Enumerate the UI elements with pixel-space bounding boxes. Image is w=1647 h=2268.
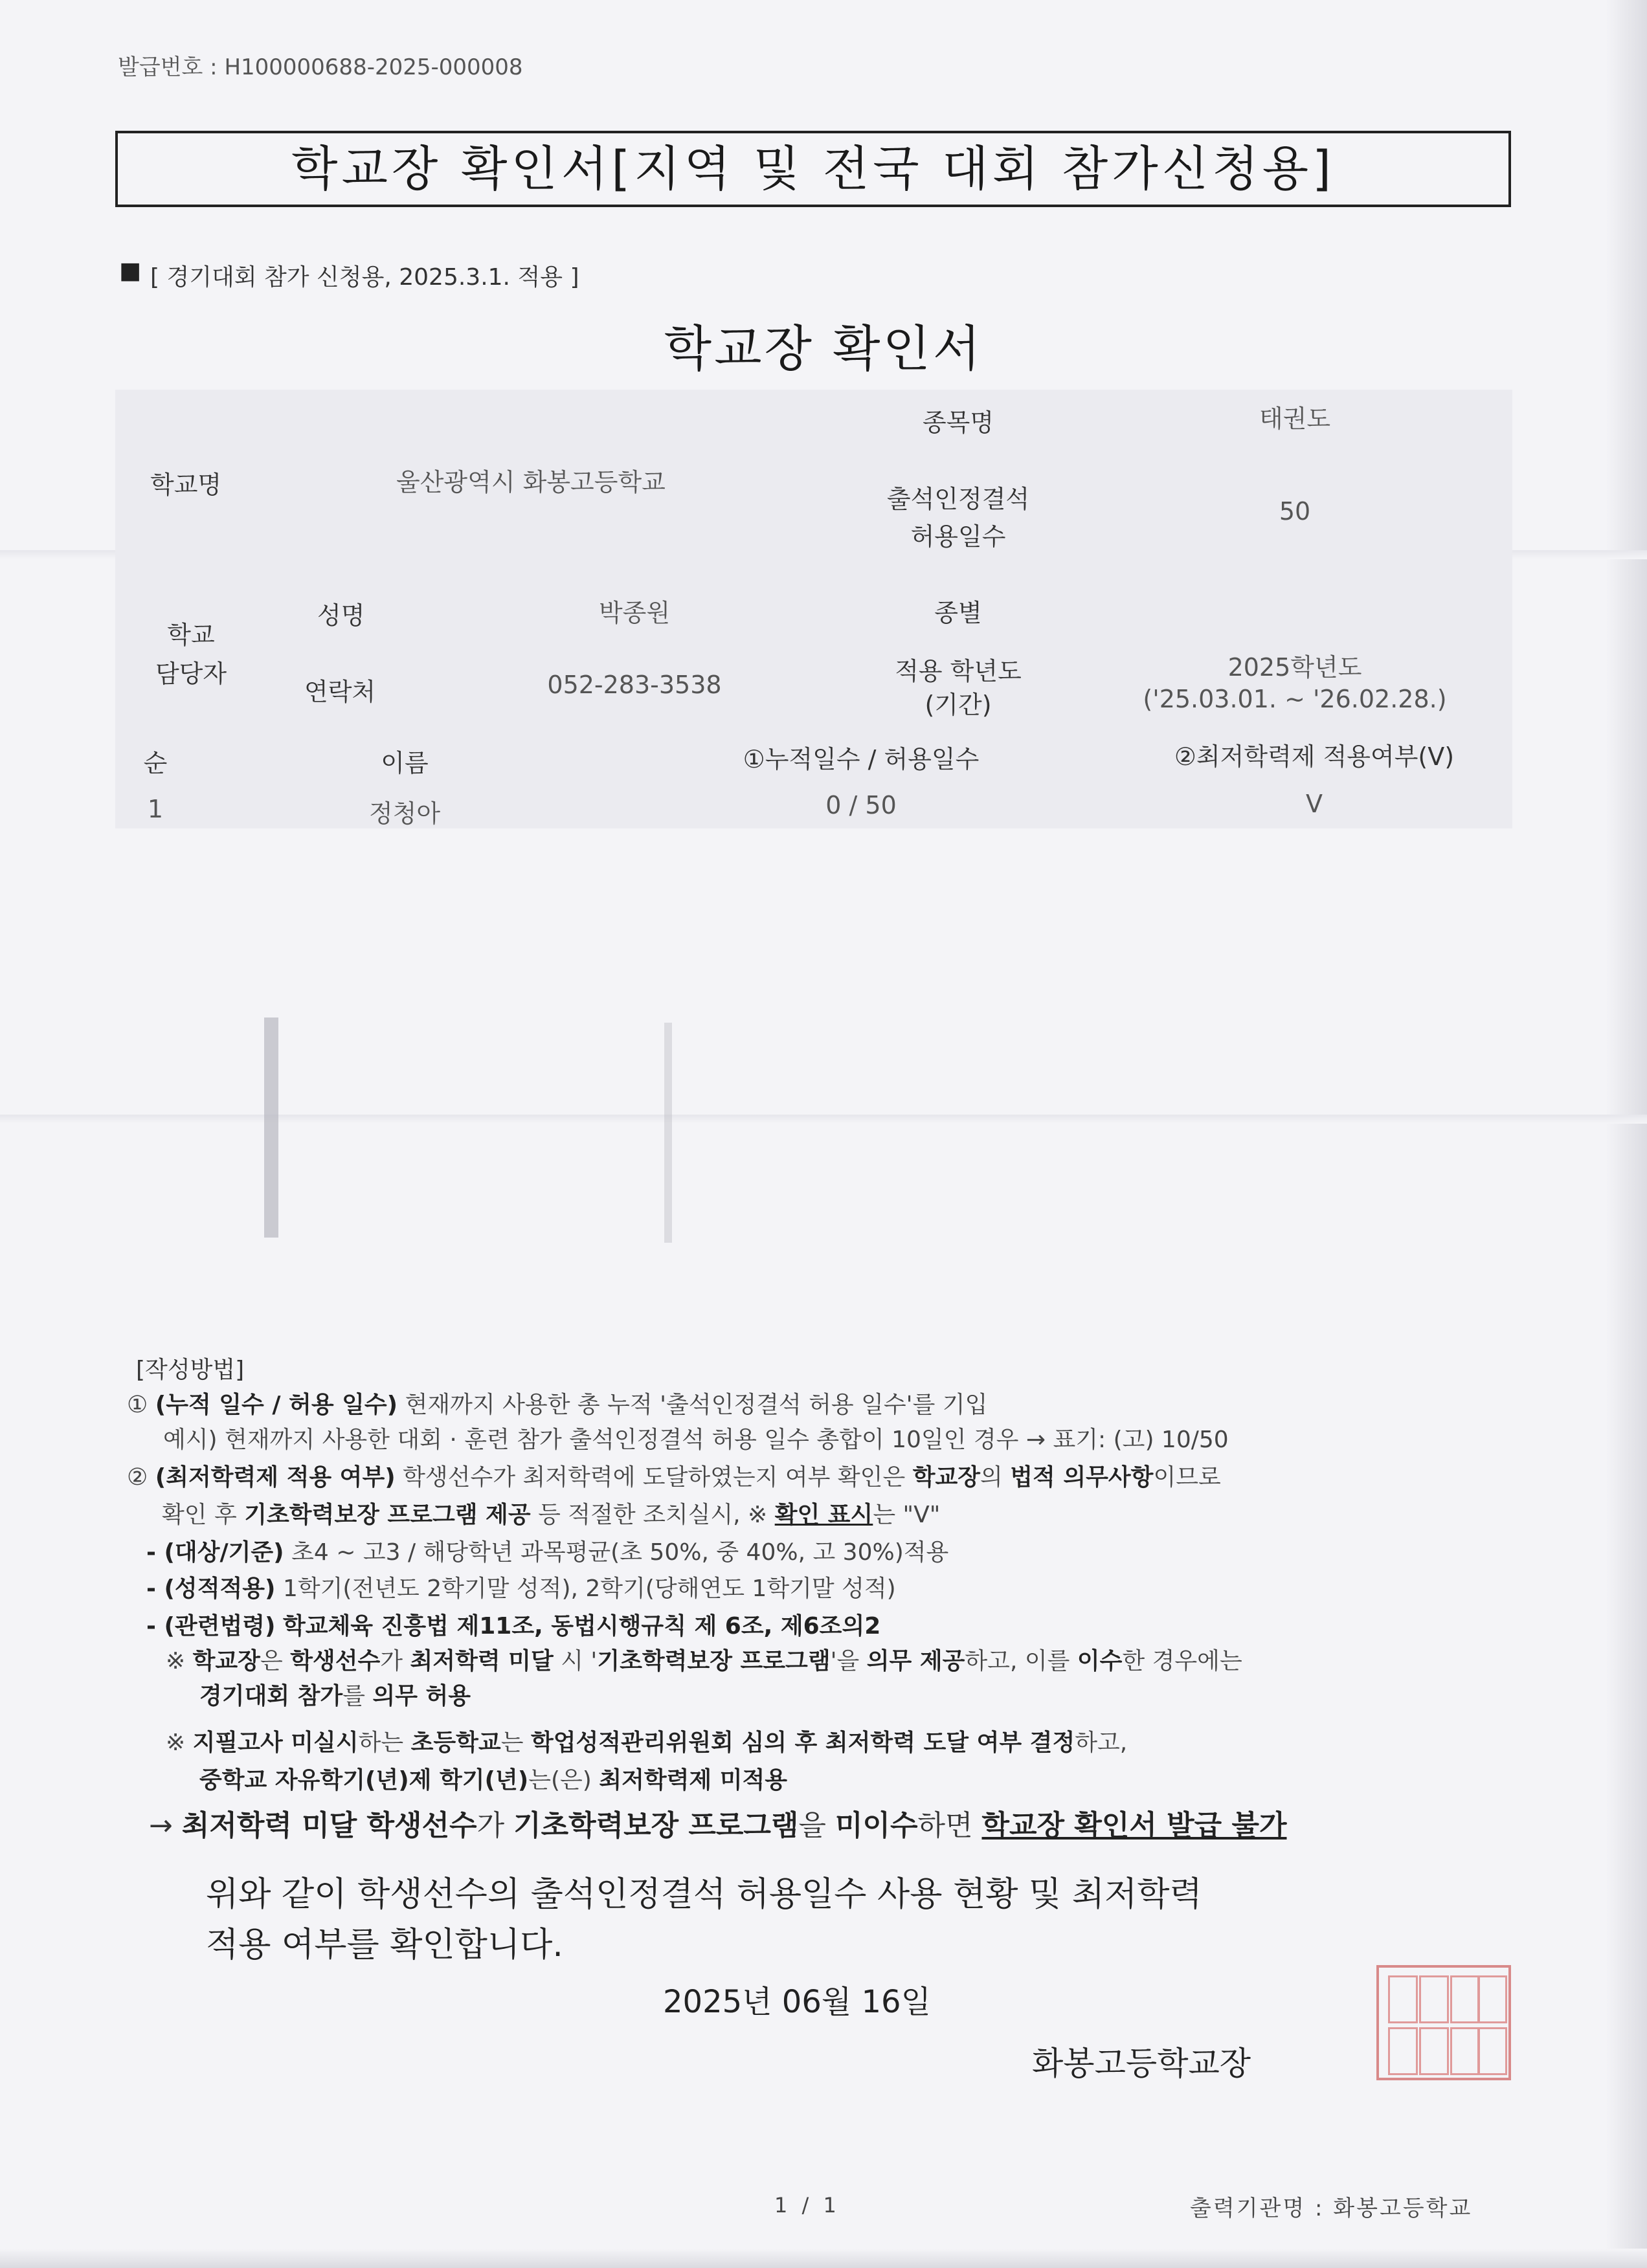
issue-date: 2025년 06월 16일 bbox=[663, 1984, 931, 2020]
header-title: 학교장 확인서[지역 및 전국 대회 참가신청용] bbox=[291, 141, 1336, 197]
header-title-box bbox=[115, 131, 1511, 207]
scan-streak bbox=[664, 1023, 672, 1243]
phone-value: 052-283-3538 bbox=[547, 671, 722, 699]
table-cell-name: 정청아 bbox=[368, 799, 441, 828]
event-value: 태권도 bbox=[1259, 405, 1331, 433]
phone-label: 연락처 bbox=[304, 678, 376, 706]
paper-bottom-shadow bbox=[0, 2249, 1647, 2268]
confirmation-text-2: 적용 여부를 확인합니다. bbox=[206, 1926, 563, 1964]
instruction-line-11: 중학교 자유학기(년)제 학기(년)는(은) 최저학력제 미적용 bbox=[199, 1767, 788, 1794]
square-bullet-icon: ■ bbox=[119, 258, 142, 284]
allowed-days-label-2: 허용일수 bbox=[910, 522, 1006, 551]
issue-number: 발급번호 : H100000688-2025-000008 bbox=[118, 54, 523, 80]
instruction-line-3: ② (최저학력제 적용 여부) 학생선수가 최저학력에 도달하였는지 여부 확인은 학교장의 법적 의무사항이므로 bbox=[127, 1464, 1221, 1491]
year-value-1: 2025학년도 bbox=[1227, 653, 1362, 682]
instruction-line-8: ※ 학교장은 학생선수가 최저학력 미달 시 '기초학력보장 프로그램'을 의무 제공하고, 이를 이수한 경우에는 bbox=[166, 1648, 1242, 1674]
contact-label-2: 담당자 bbox=[155, 660, 227, 688]
name-value: 박종원 bbox=[598, 599, 671, 627]
allowed-days-value: 50 bbox=[1279, 497, 1311, 526]
year-label-2: (기간) bbox=[924, 691, 992, 719]
table-row: 1 bbox=[147, 795, 164, 823]
instruction-line-9: 경기대회 참가를 의무 허용 bbox=[199, 1683, 471, 1709]
print-organization: 출력기관명 : 화봉고등학교 bbox=[1190, 2196, 1473, 2221]
fold-line bbox=[0, 1115, 1647, 1124]
school-value: 울산광역시 화봉고등학교 bbox=[396, 468, 666, 496]
instruction-line-10: ※ 지필고사 미실시하는 초등학교는 학업성적관리위원회 심의 후 최저학력 도달 여부 결정하고, bbox=[166, 1729, 1128, 1756]
instruction-line-12: → 최저학력 미달 학생선수가 기초학력보장 프로그램을 미이수하면 학교장 확인서 발급 불가 bbox=[149, 1809, 1287, 1842]
type-label: 종별 bbox=[934, 599, 982, 627]
table-cell-days: 0 / 50 bbox=[825, 791, 897, 819]
instructions-heading: [작성방법] bbox=[136, 1357, 245, 1383]
document-title: 학교장 확인서 bbox=[664, 320, 983, 377]
year-value-2: ('25.03.01. ~ '26.02.28.) bbox=[1143, 685, 1447, 713]
instruction-line-4: 확인 후 기초학력보장 프로그램 제공 등 적절한 조치실시, ※ 확인 표시는 "V" bbox=[162, 1502, 941, 1528]
instruction-line-1: ① (누적 일수 / 허용 일수) 현재까지 사용한 총 누적 '출석인정결석 허용 일수'를 기입 bbox=[127, 1392, 988, 1418]
instruction-line-2: 예시) 현재까지 사용한 대회 · 훈련 참가 출석인정결석 허용 일수 총합이 10일인 경우 → 표기: (고) 10/50 bbox=[163, 1427, 1229, 1453]
page-number: 1 / 1 bbox=[774, 2193, 840, 2218]
instruction-line-7: - (관련법령) 학교체육 진흥법 제11조, 동법시행규칙 제 6조, 제6조의2 bbox=[146, 1613, 881, 1640]
school-label: 학교명 bbox=[150, 471, 222, 499]
table-header-minimum: ②최저학력제 적용여부(V) bbox=[1174, 742, 1455, 771]
event-label: 종목명 bbox=[922, 408, 994, 437]
scan-streak bbox=[264, 1017, 278, 1238]
allowed-days-label-1: 출석인정결석 bbox=[886, 485, 1030, 513]
table-cell-minimum: V bbox=[1306, 790, 1323, 818]
contact-label-1: 학교 bbox=[167, 621, 215, 649]
instruction-line-6: - (성적적용) 1학기(전년도 2학기말 성적), 2학기(당해연도 1학기말 성적) bbox=[146, 1575, 896, 1602]
form-note: [ 경기대회 참가 신청용, 2025.3.1. 적용 ] bbox=[150, 264, 579, 291]
table-header-days: ①누적일수 / 허용일수 bbox=[743, 745, 980, 773]
table-header-name: 이름 bbox=[381, 749, 429, 777]
table-header-no: 순 bbox=[143, 749, 168, 777]
signer-name: 화봉고등학교장 bbox=[1032, 2045, 1251, 2082]
instruction-line-5: - (대상/기준) 초4 ~ 고3 / 해당학년 과목평균(초 50%, 중 40%, 고 30%)적용 bbox=[146, 1539, 949, 1566]
confirmation-text-1: 위와 같이 학생선수의 출석인정결석 허용일수 사용 현황 및 최저학력 bbox=[206, 1875, 1202, 1914]
year-label-1: 적용 학년도 bbox=[895, 657, 1022, 685]
official-seal bbox=[1376, 1965, 1511, 2080]
name-label: 성명 bbox=[317, 601, 365, 630]
